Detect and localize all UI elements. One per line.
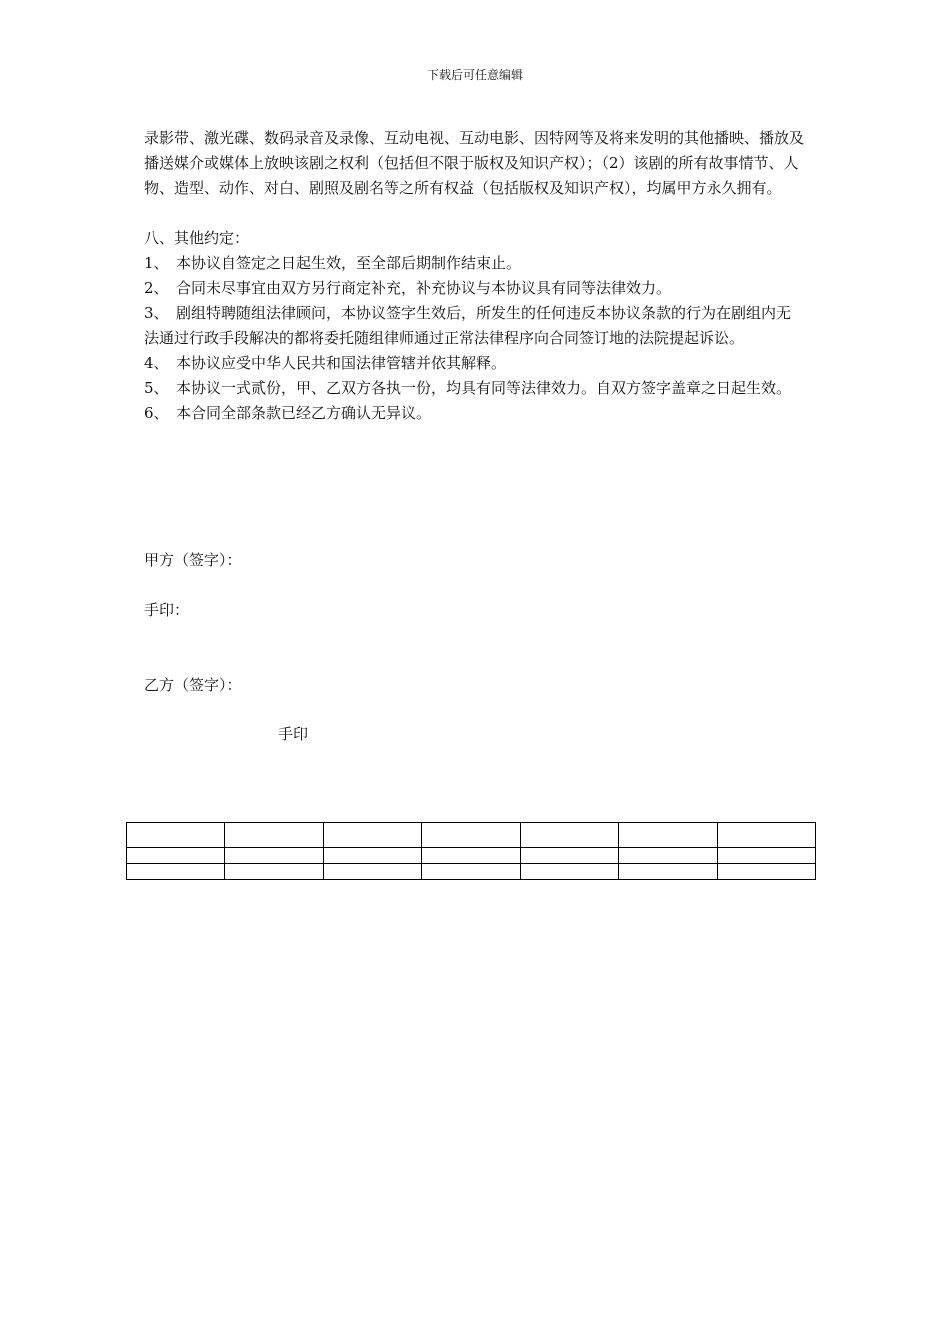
table-cell — [127, 823, 225, 848]
table-cell — [717, 823, 815, 848]
document-body — [144, 126, 806, 426]
table-cell — [225, 823, 323, 848]
clause-item-5: 5、 本协议一式贰份，甲、乙双方各执一份，均具有同等法律效力。自双方签字盖章之日起生效。 — [144, 379, 792, 397]
clause-item-3: 3、 剧组特聘随组法律顾问，本协议签字生效后，所发生的任何违反本协议条款的行为在剧组内无法通过行政手段解决的都将委托随组律师通过正常法律程序向合同签订地的法院提起诉讼。 — [144, 304, 792, 347]
table-cell — [619, 848, 717, 864]
table-cell — [619, 823, 717, 848]
clause-item-6: 6、 本合同全部条款已经乙方确认无异议。 — [144, 404, 432, 422]
table-cell — [127, 848, 225, 864]
table-row — [127, 823, 816, 848]
clause-item-2: 2、 合同未尽事宜由双方另行商定补充，补充协议与本协议具有同等法律效力。 — [144, 279, 672, 297]
table-cell — [520, 848, 618, 864]
paragraph-continued: 录影带、激光碟、数码录音及录像、互动电视、互动电影、因特网等及将来发明的其他播映、播放及播送媒介或媒体上放映该剧之权利（包括但不限于版权及知识产权）；（2）该剧的所有故事情节、人物、造型、动作、对白、剧照及剧名等之所有权益（包括版权及知识产权），均属甲方永久拥有。 — [144, 129, 805, 197]
table-cell — [717, 864, 815, 880]
blank-table — [126, 822, 816, 880]
table-cell — [717, 848, 815, 864]
table-cell — [422, 864, 520, 880]
table-row — [127, 864, 816, 880]
table-cell — [619, 864, 717, 880]
table-cell — [422, 848, 520, 864]
table-cell — [323, 848, 421, 864]
party-a-handprint-label: 手印： — [144, 601, 190, 619]
party-b-signature-label: 乙方（签字）： — [144, 676, 242, 694]
paragraph-spacer — [144, 201, 806, 226]
table-cell — [323, 823, 421, 848]
table-cell — [520, 823, 618, 848]
table-cell — [225, 848, 323, 864]
page-header: 下载后可任意编辑 — [426, 68, 523, 82]
table-cell — [422, 823, 520, 848]
table-cell — [323, 864, 421, 880]
clause-item-4: 4、 本协议应受中华人民共和国法律管辖并依其解释。 — [144, 354, 507, 372]
party-b-handprint-label: 手印 — [278, 725, 309, 743]
table-cell — [225, 864, 323, 880]
table-cell — [520, 864, 618, 880]
table-row — [127, 848, 816, 864]
table-cell — [127, 864, 225, 880]
party-a-signature-label: 甲方（签字）： — [144, 551, 242, 569]
clause-item-1: 1、 本协议自签定之日起生效，至全部后期制作结束止。 — [144, 254, 522, 272]
section-title: 八、其他约定： — [144, 229, 250, 247]
